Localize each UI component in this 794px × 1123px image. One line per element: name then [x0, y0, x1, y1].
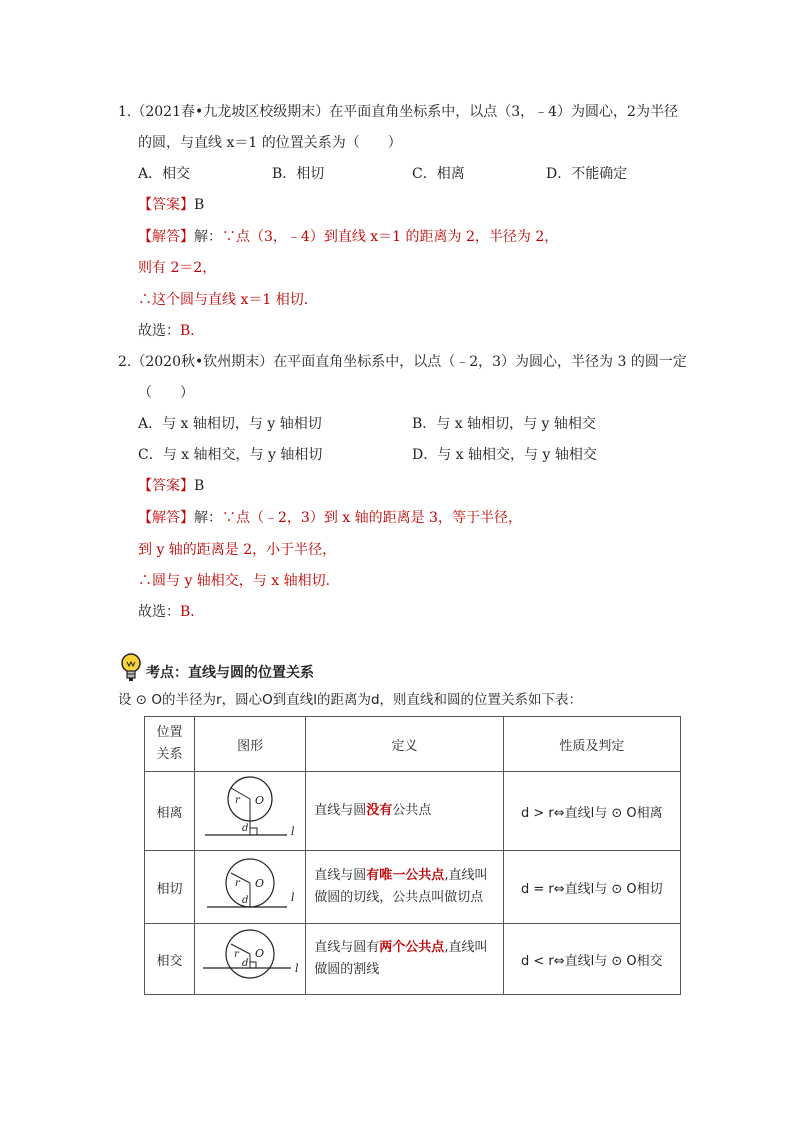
q1-answer-value: B [194, 197, 205, 213]
fig-label-o: O [255, 794, 265, 807]
q1-choose [138, 321, 204, 341]
q2-option-c: C．与 x 轴相交，与 y 轴相切 [138, 447, 323, 463]
q1-option-d: D．不能确定 [546, 166, 628, 182]
q2-choose [138, 602, 204, 622]
table-row [145, 924, 681, 995]
figure-cell-xiangqie [195, 851, 306, 924]
def-text: 直线与圆有 [314, 940, 380, 955]
q1-option-b: B．相切 [272, 166, 325, 182]
q2-solution-text1: ∵点（﹣2，3）到 x 轴的距离是 3，等于半径， [222, 510, 522, 526]
q1-stem-line1: 1.（2021春•九龙坡区校级期末）在平面直角坐标系中，以点（3，﹣4）为圆心，2为半径 [118, 104, 678, 120]
q2-option-b: B．与 x 轴相切，与 y 轴相交 [412, 416, 596, 432]
kaodian-intro: 设 ⊙ O的半径为r，圆心O到直线l的距离为d，则直线和圆的位置关系如下表： [118, 692, 583, 708]
fig-label-o: O [255, 877, 265, 890]
fig-label-d: d [242, 958, 249, 969]
q2-solution-line2: 到 y 轴的距离是 2，小于半径， [138, 542, 337, 558]
row-name-xiangjiao: 相交 [145, 924, 195, 995]
def-highlight: 没有 [366, 803, 393, 818]
fig-label-l: l [291, 891, 295, 904]
def-text: ,直线叫做圆的割线 [314, 940, 488, 977]
position-relation-table [144, 716, 681, 995]
q2-solution-label: 【解答】 [138, 510, 194, 526]
q2-solution-line3: ∴圆与 y 轴相交，与 x 轴相切． [138, 573, 340, 589]
q2-solution-prefix: 解： [194, 510, 222, 526]
figure-separate [195, 773, 305, 845]
def-text: ,直线叫做圆的切线，公共点叫做切点 [314, 868, 488, 905]
definition-xiangjiao [306, 924, 503, 995]
table-header-row [145, 717, 681, 772]
fig-label-r: r [235, 795, 240, 806]
fig-label-d: d [242, 823, 249, 834]
row-name-xiangli: 相离 [145, 772, 195, 851]
row-name-xiangqie: 相切 [145, 851, 195, 924]
q2-answer [138, 476, 204, 496]
header-position: 位置关系 [145, 717, 195, 772]
q1-choose-value: B． [180, 323, 205, 339]
figure-tangent [195, 851, 305, 919]
q2-option-d: D．与 x 轴相交，与 y 轴相交 [412, 447, 597, 463]
property-xiangjiao: d < r⇔直线l与 ⊙ O相交 [503, 924, 680, 995]
table-row [145, 772, 681, 851]
q1-solution-label: 【解答】 [138, 229, 194, 245]
q1-answer [138, 195, 204, 215]
figure-intersect [195, 924, 305, 990]
q1-solution-line3: ∴这个圆与直线 x＝1 相切． [138, 292, 318, 308]
fig-label-r: r [234, 949, 239, 960]
q1-option-a: A．相交 [138, 166, 191, 182]
def-highlight: 有唯一公共点 [366, 868, 445, 883]
property-xiangli: d > r⇔直线l与 ⊙ O相离 [503, 772, 680, 851]
q1-stem-line2: 的圆，与直线 x＝1 的位置关系为（ ） [138, 135, 402, 151]
fig-label-r: r [235, 878, 240, 889]
def-text: 公共点 [392, 803, 432, 818]
def-text: 直线与圆 [314, 803, 367, 818]
def-highlight: 两个公共点 [379, 940, 445, 955]
header-figure: 图形 [195, 717, 306, 772]
lightbulb-icon [120, 652, 142, 684]
q2-solution-line1 [138, 508, 522, 528]
property-xiangqie: d = r⇔直线l与 ⊙ O相切 [503, 851, 680, 924]
definition-xiangli [306, 772, 503, 851]
q2-answer-value: B [194, 478, 205, 494]
q2-answer-label: 【答案】 [138, 478, 194, 494]
q2-stem-line1: 2.（2020秋•钦州期末）在平面直角坐标系中，以点（﹣2，3）为圆心，半径为 3 的圆一定 [118, 354, 687, 370]
header-definition: 定义 [306, 717, 503, 772]
q2-stem-line2: （ ） [138, 385, 194, 401]
fig-label-d: d [242, 895, 249, 906]
q2-choose-prefix: 故选： [138, 604, 180, 620]
q2-choose-value: B． [180, 604, 205, 620]
kaodian-title: 考点：直线与圆的位置关系 [146, 665, 314, 681]
fig-label-o: O [255, 947, 265, 960]
figure-cell-xiangjiao [195, 924, 306, 995]
q1-solution-line2: 则有 2＝2， [138, 260, 217, 276]
figure-cell-xiangli [195, 772, 306, 851]
header-property: 性质及判定 [503, 717, 680, 772]
q2-option-a: A．与 x 轴相切，与 y 轴相切 [138, 416, 322, 432]
q1-choose-prefix: 故选： [138, 323, 180, 339]
q1-solution-line1 [138, 227, 558, 247]
fig-label-l: l [291, 825, 295, 838]
table-row [145, 851, 681, 924]
q1-option-c: C．相离 [412, 166, 465, 182]
definition-xiangqie [306, 851, 503, 924]
q1-solution-prefix: 解： [194, 229, 222, 245]
fig-label-l: l [295, 962, 299, 975]
def-text: 直线与圆 [314, 868, 367, 883]
q1-answer-label: 【答案】 [138, 197, 194, 213]
q1-solution-text1: ∵点（3，﹣4）到直线 x＝1 的距离为 2，半径为 2， [222, 229, 559, 245]
